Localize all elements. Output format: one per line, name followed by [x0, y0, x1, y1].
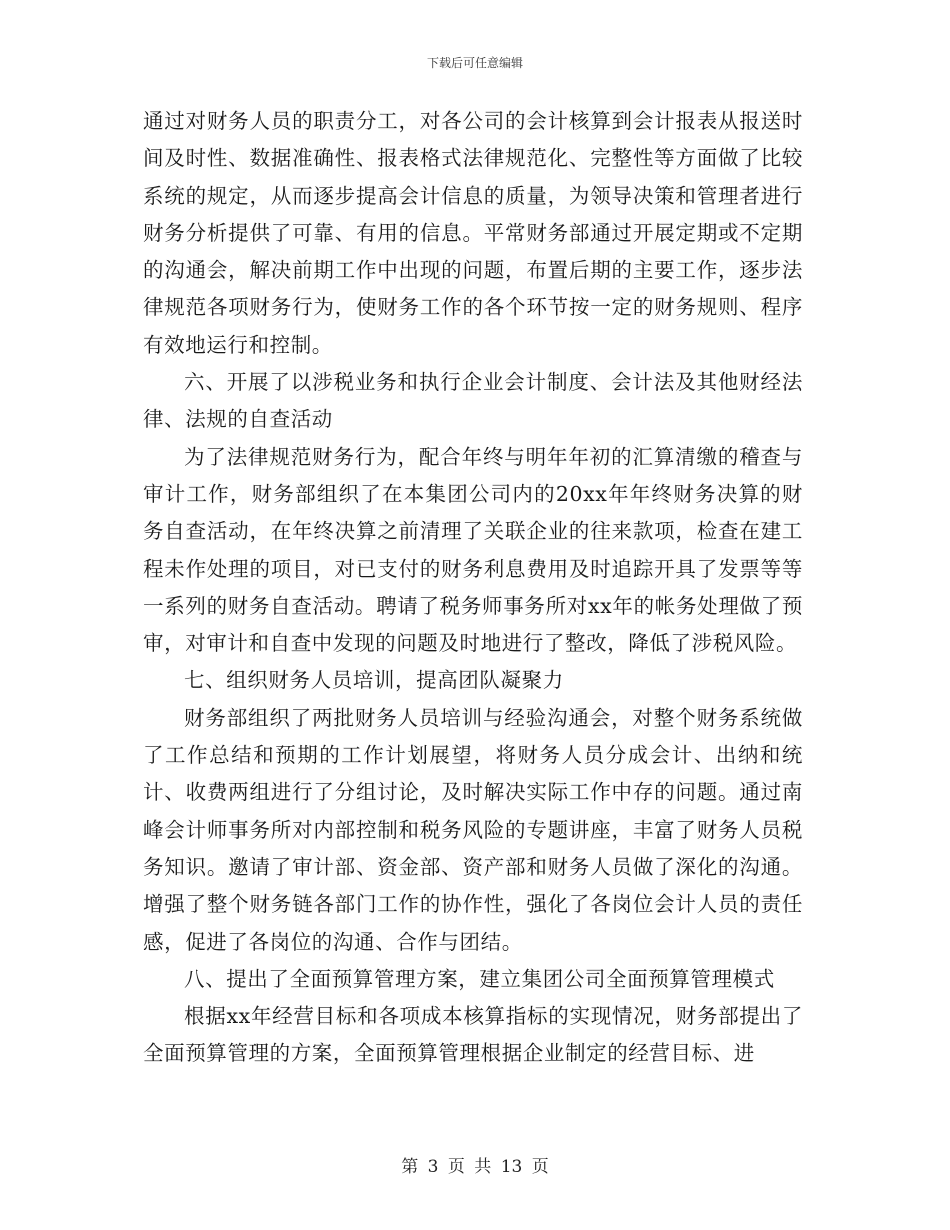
section-heading-6: 六、开展了以涉税业务和执行企业会计制度、会计法及其他财经法律、法规的自查活动 — [143, 370, 803, 432]
paragraph-training: 财务部组织了两批财务人员培训与经验沟通会，对整个财务系统做了工作总结和预期的工作计划展望，将财务人员分成会计、出纳和统计、收费两组进行了分组讨论，及时解决实际工作中存的问题。通过南峰会计师事务所对内部控制和税务风险的专题讲座，丰富了财务人员税务知识。邀请了审计部、资金部、资产部和财务人员做了深化的沟通。增强了整个财务链各部门工作的协作性，强化了各岗位会计人员的责任感，促进了各岗位的沟通、合作与团结。 — [143, 705, 803, 954]
paragraph-self-audit: 为了法律规范财务行为，配合年终与明年年初的汇算清缴的稽查与审计工作，财务部组织了在本集团公司内的20xx年年终财务决算的财务自查活动，在年终决算之前清理了关联企业的往来款项，检查在建工程未作处理的项目，对已支付的财务利息费用及时追踪开具了发票等等一系列的财务自查活动。聘请了税务师事务所对xx年的帐务处理做了预审，对审计和自查中发现的问题及时地进行了整改，降低了涉税风险。 — [143, 444, 803, 656]
document-body — [143, 103, 803, 1073]
paragraph-budget: 根据xx年经营目标和各项成本核算指标的实现情况，财务部提出了全面预算管理的方案，全面预算管理根据企业制定的经营目标、进 — [143, 1004, 803, 1066]
section-heading-7: 七、组织财务人员培训，提高团队凝聚力 — [184, 668, 564, 693]
page-header-note: 下载后可任意编辑 — [426, 56, 523, 70]
section-heading-8: 八、提出了全面预算管理方案，建立集团公司全面预算管理模式 — [184, 966, 775, 991]
page-number-footer: 第 3 页 共 13 页 — [401, 1157, 549, 1177]
paragraph-continuation: 通过对财务人员的职责分工，对各公司的会计核算到会计报表从报送时间及时性、数据准确性、报表格式法律规范化、完整性等方面做了比较系统的规定，从而逐步提高会计信息的质量，为领导决策和管理者进行财务分析提供了可靠、有用的信息。平常财务部通过开展定期或不定期的沟通会，解决前期工作中出现的问题，布置后期的主要工作，逐步法律规范各项财务行为，使财务工作的各个环节按一定的财务规则、程序有效地运行和控制。 — [143, 109, 803, 357]
